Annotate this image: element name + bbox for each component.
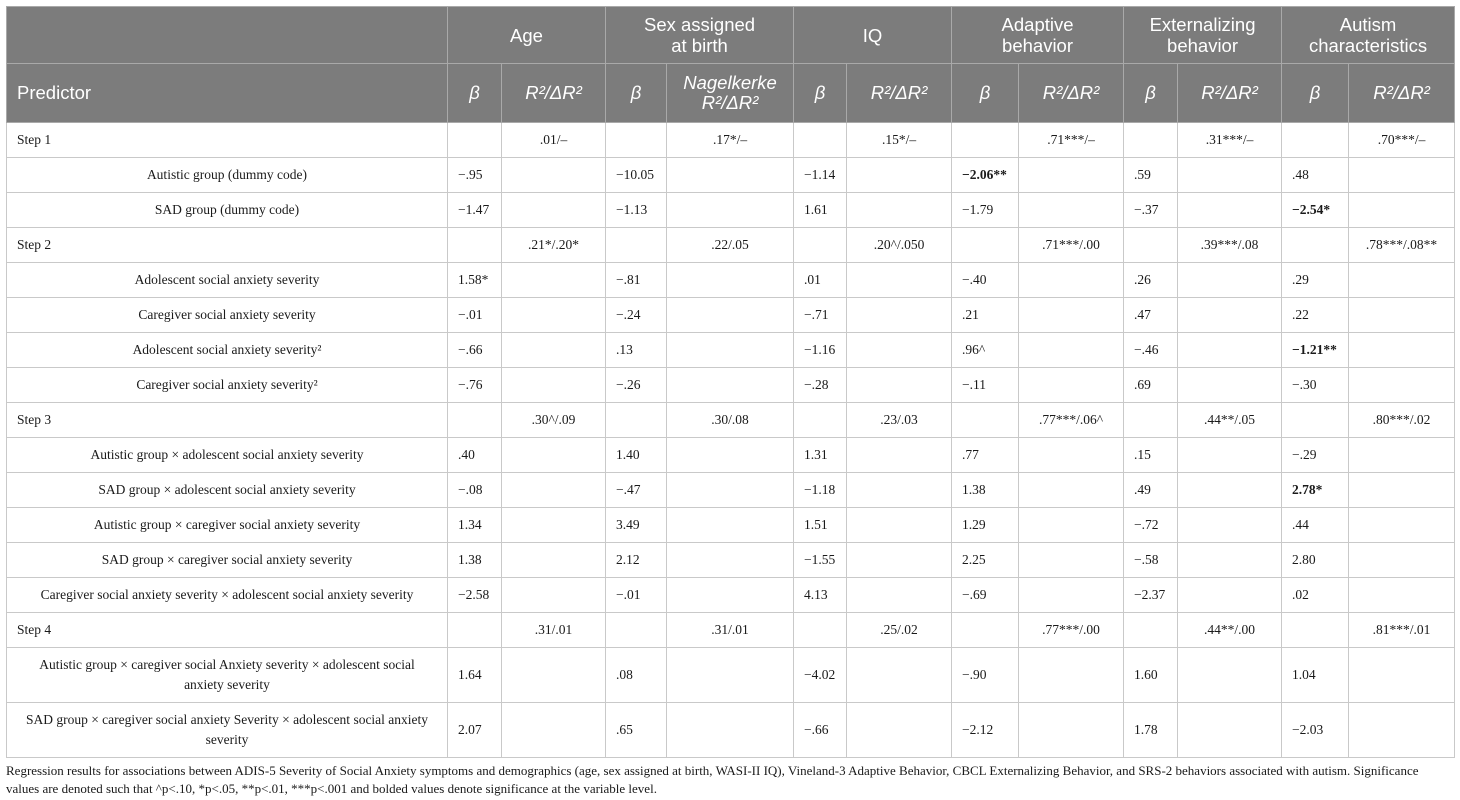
beta-cell-empty: [606, 123, 667, 158]
r2-value: .44**/.05: [1178, 403, 1282, 438]
table-footnote: Regression results for associations between ADIS-5 Severity of Social Anxiety symptoms and demographics (age, sex assigned at birth, WASI-II IQ), Vineland-3 Adaptive Behavior, CBCL Externalizing Behavior, and SRS-2 behaviors associated with autism. Significance values are denoted such that ^p<.10, *p<.05, **p<.01, ***p<.001 and bolded values denote significance at the variable level.: [6, 763, 1419, 796]
header-r2: R²/ΔR²: [1349, 64, 1455, 123]
predictor-row: [7, 648, 1455, 703]
beta-value: .15: [1124, 438, 1178, 473]
r2-cell-empty: [1019, 368, 1124, 403]
beta-value: −.81: [606, 263, 667, 298]
table-body: [7, 123, 1455, 758]
beta-value: −1.16: [794, 333, 847, 368]
r2-cell-empty: [1019, 578, 1124, 613]
predictor-row: [7, 368, 1455, 403]
r2-cell-empty: [1019, 473, 1124, 508]
beta-cell-empty: [1282, 228, 1349, 263]
r2-cell-empty: [1019, 298, 1124, 333]
beta-value: 1.64: [448, 648, 502, 703]
beta-value: 2.25: [952, 543, 1019, 578]
header-group-label: at birth: [671, 35, 728, 56]
header-r2: R²/ΔR²: [1019, 64, 1124, 123]
beta-value: −.69: [952, 578, 1019, 613]
beta-cell-empty: [1124, 613, 1178, 648]
header-beta: β: [448, 64, 502, 123]
r2-cell-empty: [1019, 333, 1124, 368]
r2-cell-empty: [667, 368, 794, 403]
predictor-label: Caregiver social anxiety severity × adolescent social anxiety severity: [7, 578, 448, 613]
beta-value: −.29: [1282, 438, 1349, 473]
r2-cell-empty: [502, 298, 606, 333]
step-label: Step 4: [7, 613, 448, 648]
beta-value: 2.78*: [1282, 473, 1349, 508]
beta-value: .13: [606, 333, 667, 368]
r2-value: .39***/.08: [1178, 228, 1282, 263]
header-beta: β: [952, 64, 1019, 123]
r2-cell-empty: [847, 508, 952, 543]
header-r2: R²/ΔR²: [847, 64, 952, 123]
r2-value: .77***/.00: [1019, 613, 1124, 648]
r2-cell-empty: [1019, 703, 1124, 758]
predictor-row: [7, 508, 1455, 543]
r2-cell-empty: [1349, 508, 1455, 543]
r2-cell-empty: [847, 263, 952, 298]
r2-cell-empty: [502, 648, 606, 703]
predictor-row: [7, 578, 1455, 613]
beta-value: −.26: [606, 368, 667, 403]
predictor-label: Adolescent social anxiety severity²: [7, 333, 448, 368]
table-header: [7, 7, 1455, 123]
beta-cell-empty: [794, 613, 847, 648]
predictor-row: [7, 703, 1455, 758]
predictor-row: [7, 298, 1455, 333]
r2-cell-empty: [1349, 438, 1455, 473]
header-group-label: IQ: [862, 24, 883, 46]
predictor-label: SAD group × caregiver social anxiety Severity × adolescent social anxiety severity: [7, 703, 448, 758]
beta-cell-empty: [1282, 613, 1349, 648]
beta-value: .21: [952, 298, 1019, 333]
r2-cell-empty: [502, 333, 606, 368]
header-beta: β: [794, 64, 847, 123]
header-group-autism: [1282, 7, 1455, 64]
r2-cell-empty: [847, 578, 952, 613]
r2-cell-empty: [1178, 508, 1282, 543]
beta-value: 4.13: [794, 578, 847, 613]
beta-value: −1.21**: [1282, 333, 1349, 368]
r2-cell-empty: [847, 543, 952, 578]
beta-value: .96^: [952, 333, 1019, 368]
r2-value: .17*/–: [667, 123, 794, 158]
beta-value: .49: [1124, 473, 1178, 508]
beta-cell-empty: [952, 403, 1019, 438]
r2-cell-empty: [847, 648, 952, 703]
header-r2: R²/ΔR²: [1178, 64, 1282, 123]
beta-value: −4.02: [794, 648, 847, 703]
r2-cell-empty: [1178, 703, 1282, 758]
r2-value: .20^/.050: [847, 228, 952, 263]
header-group-externalizing: [1124, 7, 1282, 64]
r2-cell-empty: [1349, 703, 1455, 758]
r2-value: .25/.02: [847, 613, 952, 648]
beta-value: −.90: [952, 648, 1019, 703]
beta-cell-empty: [794, 403, 847, 438]
beta-cell-empty: [952, 613, 1019, 648]
beta-value: −.76: [448, 368, 502, 403]
beta-value: .65: [606, 703, 667, 758]
r2-value: .23/.03: [847, 403, 952, 438]
r2-value: .30/.08: [667, 403, 794, 438]
predictor-label: Adolescent social anxiety severity: [7, 263, 448, 298]
r2-cell-empty: [502, 263, 606, 298]
beta-value: −2.03: [1282, 703, 1349, 758]
beta-value: 1.34: [448, 508, 502, 543]
r2-cell-empty: [1019, 648, 1124, 703]
predictor-row: [7, 438, 1455, 473]
predictor-label: Autistic group (dummy code): [7, 158, 448, 193]
beta-value: .26: [1124, 263, 1178, 298]
predictor-label: Autistic group × adolescent social anxiety severity: [7, 438, 448, 473]
r2-value: .71***/–: [1019, 123, 1124, 158]
r2-cell-empty: [847, 158, 952, 193]
beta-cell-empty: [448, 228, 502, 263]
header-predictor: Predictor: [7, 64, 448, 123]
step-label: Step 2: [7, 228, 448, 263]
beta-value: 1.31: [794, 438, 847, 473]
predictor-label: SAD group × adolescent social anxiety severity: [7, 473, 448, 508]
beta-value: −.71: [794, 298, 847, 333]
r2-cell-empty: [667, 333, 794, 368]
r2-cell-empty: [1178, 298, 1282, 333]
r2-cell-empty: [1178, 578, 1282, 613]
header-group-sex: [606, 7, 794, 64]
beta-value: −10.05: [606, 158, 667, 193]
beta-value: 2.07: [448, 703, 502, 758]
r2-cell-empty: [1178, 333, 1282, 368]
beta-value: −1.47: [448, 193, 502, 228]
header-group-label: Age: [510, 24, 543, 46]
r2-cell-empty: [667, 473, 794, 508]
r2-value: .78***/.08**: [1349, 228, 1455, 263]
header-r2: R²/ΔR²: [502, 64, 606, 123]
r2-cell-empty: [1349, 333, 1455, 368]
header-group-iq: [794, 7, 952, 64]
beta-cell-empty: [1124, 403, 1178, 438]
r2-cell-empty: [1019, 508, 1124, 543]
beta-cell-empty: [606, 228, 667, 263]
beta-value: .48: [1282, 158, 1349, 193]
beta-cell-empty: [448, 123, 502, 158]
beta-value: −.95: [448, 158, 502, 193]
r2-value: .31/.01: [667, 613, 794, 648]
header-nagelkerke-r2: [667, 64, 794, 123]
header-row-groups: [7, 7, 1455, 64]
r2-cell-empty: [1178, 438, 1282, 473]
r2-cell-empty: [1019, 193, 1124, 228]
r2-value: .30^/.09: [502, 403, 606, 438]
r2-cell-empty: [667, 263, 794, 298]
predictor-row: [7, 473, 1455, 508]
r2-cell-empty: [1349, 193, 1455, 228]
predictor-label: Autistic group × caregiver social anxiety severity: [7, 508, 448, 543]
beta-value: 1.60: [1124, 648, 1178, 703]
r2-cell-empty: [1019, 263, 1124, 298]
header-group-label: behavior: [1167, 35, 1239, 56]
beta-value: .40: [448, 438, 502, 473]
beta-value: −.08: [448, 473, 502, 508]
step-row: [7, 123, 1455, 158]
beta-value: −.47: [606, 473, 667, 508]
r2-cell-empty: [1349, 158, 1455, 193]
beta-value: −.66: [794, 703, 847, 758]
r2-cell-empty: [1019, 438, 1124, 473]
r2-cell-empty: [502, 158, 606, 193]
beta-value: −.72: [1124, 508, 1178, 543]
beta-value: .02: [1282, 578, 1349, 613]
beta-value: .08: [606, 648, 667, 703]
beta-value: .69: [1124, 368, 1178, 403]
r2-value: .15*/–: [847, 123, 952, 158]
beta-value: 2.80: [1282, 543, 1349, 578]
beta-value: −2.37: [1124, 578, 1178, 613]
r2-cell-empty: [847, 368, 952, 403]
r2-cell-empty: [1178, 263, 1282, 298]
r2-value: .71***/.00: [1019, 228, 1124, 263]
beta-value: .44: [1282, 508, 1349, 543]
beta-value: −.01: [606, 578, 667, 613]
header-group-label: Sex assigned: [643, 14, 756, 35]
r2-cell-empty: [1019, 158, 1124, 193]
predictor-label: Caregiver social anxiety severity: [7, 298, 448, 333]
beta-value: −.66: [448, 333, 502, 368]
beta-cell-empty: [1282, 123, 1349, 158]
header-row-stats: [7, 64, 1455, 123]
r2-cell-empty: [667, 578, 794, 613]
r2-cell-empty: [1178, 543, 1282, 578]
beta-cell-empty: [606, 613, 667, 648]
header-nagelkerke-label: Nagelkerke: [683, 72, 777, 93]
predictor-row: [7, 193, 1455, 228]
r2-value: .21*/.20*: [502, 228, 606, 263]
predictor-row: [7, 158, 1455, 193]
beta-value: −2.12: [952, 703, 1019, 758]
beta-value: −.58: [1124, 543, 1178, 578]
header-beta: β: [606, 64, 667, 123]
r2-cell-empty: [667, 158, 794, 193]
r2-value: .31***/–: [1178, 123, 1282, 158]
beta-value: 2.12: [606, 543, 667, 578]
r2-cell-empty: [502, 703, 606, 758]
beta-value: .22: [1282, 298, 1349, 333]
beta-value: −.40: [952, 263, 1019, 298]
r2-cell-empty: [847, 298, 952, 333]
beta-value: 1.38: [448, 543, 502, 578]
beta-value: −2.06**: [952, 158, 1019, 193]
r2-cell-empty: [1349, 473, 1455, 508]
predictor-label: Caregiver social anxiety severity²: [7, 368, 448, 403]
beta-value: −.01: [448, 298, 502, 333]
beta-value: 1.29: [952, 508, 1019, 543]
r2-value: .70***/–: [1349, 123, 1455, 158]
r2-cell-empty: [847, 473, 952, 508]
r2-cell-empty: [847, 438, 952, 473]
header-beta: β: [1124, 64, 1178, 123]
beta-cell-empty: [1124, 228, 1178, 263]
step-row: [7, 403, 1455, 438]
r2-cell-empty: [847, 193, 952, 228]
header-group-label: Externalizing: [1149, 14, 1256, 35]
predictor-label: SAD group × caregiver social anxiety severity: [7, 543, 448, 578]
beta-cell-empty: [794, 123, 847, 158]
step-label: Step 3: [7, 403, 448, 438]
r2-value: .22/.05: [667, 228, 794, 263]
header-nagelkerke-r2-label: R²/ΔR²: [701, 92, 759, 113]
r2-cell-empty: [1349, 368, 1455, 403]
beta-value: −1.55: [794, 543, 847, 578]
beta-value: .77: [952, 438, 1019, 473]
r2-cell-empty: [1349, 263, 1455, 298]
beta-value: −1.14: [794, 158, 847, 193]
header-group-adaptive: [952, 7, 1124, 64]
r2-value: .01/–: [502, 123, 606, 158]
r2-value: .77***/.06^: [1019, 403, 1124, 438]
beta-value: −.28: [794, 368, 847, 403]
header-group-label: characteristics: [1308, 35, 1428, 56]
r2-cell-empty: [667, 703, 794, 758]
r2-cell-empty: [1019, 543, 1124, 578]
beta-cell-empty: [952, 228, 1019, 263]
beta-value: 1.51: [794, 508, 847, 543]
beta-value: −.46: [1124, 333, 1178, 368]
header-group-label: Adaptive: [1001, 14, 1074, 35]
step-label: Step 1: [7, 123, 448, 158]
beta-value: −2.54*: [1282, 193, 1349, 228]
predictor-row: [7, 333, 1455, 368]
beta-value: −1.13: [606, 193, 667, 228]
r2-cell-empty: [1349, 543, 1455, 578]
predictor-row: [7, 263, 1455, 298]
beta-value: 1.38: [952, 473, 1019, 508]
beta-value: .29: [1282, 263, 1349, 298]
beta-value: 1.78: [1124, 703, 1178, 758]
beta-cell-empty: [606, 403, 667, 438]
beta-value: −.37: [1124, 193, 1178, 228]
r2-cell-empty: [1349, 578, 1455, 613]
r2-value: .81***/.01: [1349, 613, 1455, 648]
r2-cell-empty: [667, 508, 794, 543]
predictor-row: [7, 543, 1455, 578]
r2-value: .31/.01: [502, 613, 606, 648]
header-beta: β: [1282, 64, 1349, 123]
beta-value: 1.58*: [448, 263, 502, 298]
header-blank-cell: [7, 7, 448, 64]
beta-cell-empty: [1124, 123, 1178, 158]
step-row: [7, 228, 1455, 263]
predictor-label: Autistic group × caregiver social Anxiety severity × adolescent social anxiety severity: [7, 648, 448, 703]
r2-cell-empty: [502, 193, 606, 228]
regression-table-container: [6, 6, 1454, 758]
beta-value: −1.18: [794, 473, 847, 508]
r2-cell-empty: [502, 473, 606, 508]
beta-value: −.30: [1282, 368, 1349, 403]
beta-value: .01: [794, 263, 847, 298]
r2-cell-empty: [502, 368, 606, 403]
r2-cell-empty: [1178, 158, 1282, 193]
regression-table: [6, 6, 1455, 758]
predictor-label: SAD group (dummy code): [7, 193, 448, 228]
r2-cell-empty: [502, 508, 606, 543]
r2-cell-empty: [1178, 193, 1282, 228]
beta-value: −2.58: [448, 578, 502, 613]
beta-cell-empty: [448, 403, 502, 438]
r2-cell-empty: [502, 543, 606, 578]
beta-value: 3.49: [606, 508, 667, 543]
r2-cell-empty: [1178, 368, 1282, 403]
header-group-label: Autism: [1339, 14, 1397, 35]
beta-value: −1.79: [952, 193, 1019, 228]
r2-value: .80***/.02: [1349, 403, 1455, 438]
beta-value: 1.40: [606, 438, 667, 473]
r2-cell-empty: [667, 298, 794, 333]
header-group-label: behavior: [1002, 35, 1074, 56]
header-group-age: [448, 7, 606, 64]
beta-value: −.24: [606, 298, 667, 333]
r2-cell-empty: [667, 648, 794, 703]
beta-cell-empty: [794, 228, 847, 263]
r2-cell-empty: [847, 333, 952, 368]
beta-cell-empty: [1282, 403, 1349, 438]
beta-value: 1.04: [1282, 648, 1349, 703]
r2-cell-empty: [667, 543, 794, 578]
r2-cell-empty: [667, 193, 794, 228]
beta-cell-empty: [448, 613, 502, 648]
r2-cell-empty: [1349, 298, 1455, 333]
step-row: [7, 613, 1455, 648]
r2-value: .44**/.00: [1178, 613, 1282, 648]
r2-cell-empty: [667, 438, 794, 473]
r2-cell-empty: [847, 703, 952, 758]
r2-cell-empty: [502, 578, 606, 613]
r2-cell-empty: [502, 438, 606, 473]
beta-value: 1.61: [794, 193, 847, 228]
beta-value: −.11: [952, 368, 1019, 403]
beta-cell-empty: [952, 123, 1019, 158]
r2-cell-empty: [1178, 473, 1282, 508]
r2-cell-empty: [1178, 648, 1282, 703]
beta-value: .59: [1124, 158, 1178, 193]
beta-value: .47: [1124, 298, 1178, 333]
r2-cell-empty: [1349, 648, 1455, 703]
